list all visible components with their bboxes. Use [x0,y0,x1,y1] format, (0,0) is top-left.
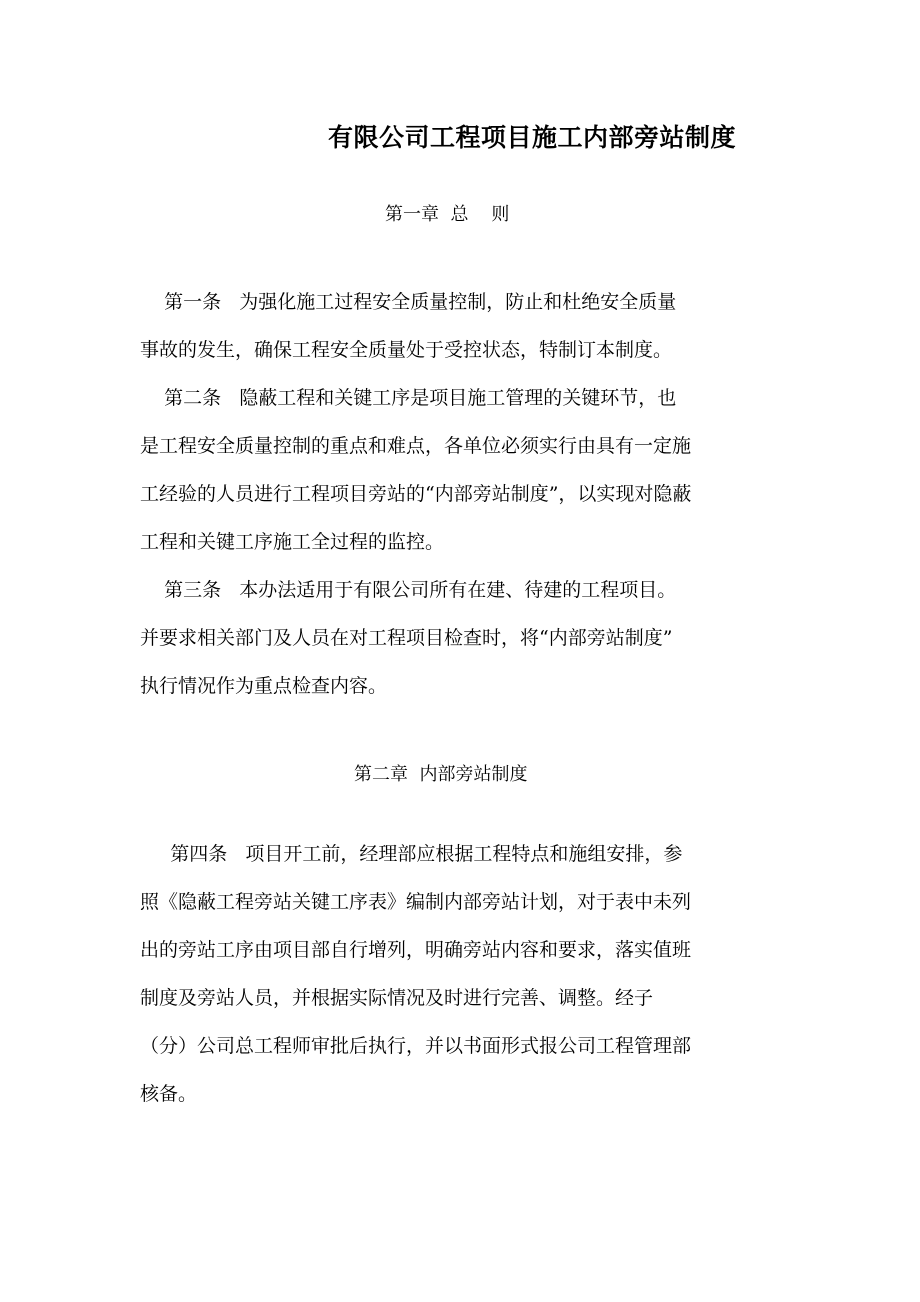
paragraph-line: 是工程安全质量控制的重点和难点，各单位必须实行由具有一定施 [140,435,692,457]
article-paragraph-4 [140,830,780,1118]
paragraph-line: 执行情况作为重点检查内容。 [140,675,388,697]
article-paragraph-2 [140,374,780,566]
chapter-heading-2: 第二章 内部旁站制度 [354,764,528,785]
document-title: 有限公司工程项目施工内部旁站制度 [328,123,737,152]
paragraph-line: 照《隐蔽工程旁站关键工序表》编制内部旁站计划，对于表中未列 [140,891,692,913]
paragraph-line: 工程和关键工序施工全过程的监控。 [140,531,445,553]
paragraph-line: 第四条 项目开工前，经理部应根据工程特点和施组安排，参 [140,843,683,865]
paragraph-line: （分）公司总工程师审批后执行，并以书面形式报公司工程管理部 [140,1035,692,1057]
paragraph-line: 第二条 隐蔽工程和关键工序是项目施工管理的关键环节，也 [140,387,677,409]
chapter-heading-1: 第一章 总 则 [385,204,510,225]
article-paragraph-3 [140,566,780,710]
paragraph-line: 工经验的人员进行工程项目旁站的“内部旁站制度”，以实现对隐蔽 [140,483,692,505]
paragraph-line: 并要求相关部门及人员在对工程项目检查时，将“内部旁站制度” [140,627,673,649]
article-paragraph-1 [140,278,780,374]
paragraph-line: 制度及旁站人员，并根据实际情况及时进行完善、调整。经子 [140,987,654,1009]
paragraph-line: 出的旁站工序由项目部自行增列，明确旁站内容和要求，落实值班 [140,939,692,961]
paragraph-line: 核备。 [140,1083,198,1105]
paragraph-line: 第三条 本办法适用于有限公司所有在建、待建的工程项目。 [140,579,677,601]
paragraph-line: 事故的发生，确保工程安全质量处于受控状态，特制订本制度。 [140,339,673,361]
paragraph-line: 第一条 为强化施工过程安全质量控制，防止和杜绝安全质量 [140,291,677,313]
